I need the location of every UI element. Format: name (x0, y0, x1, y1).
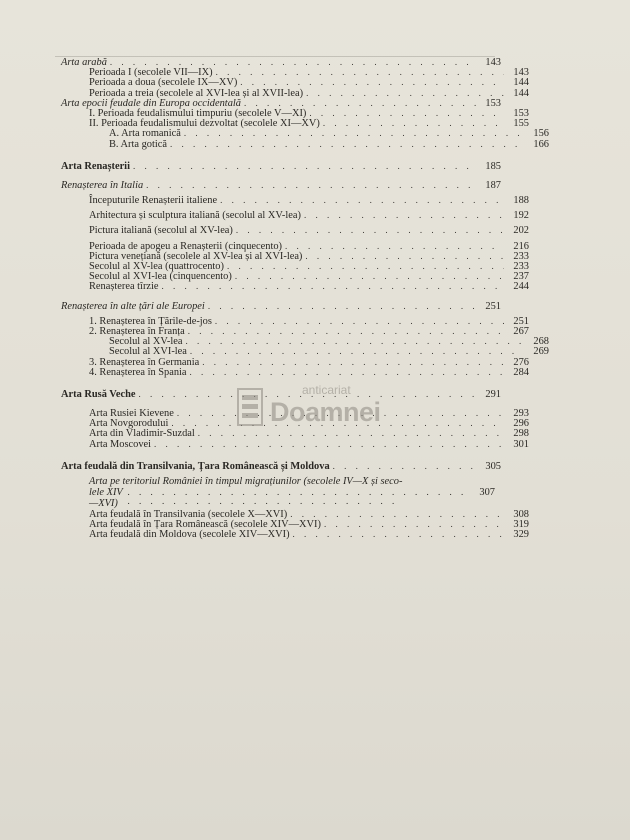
toc-entry-page: 192 (513, 210, 529, 222)
toc-entry-moscovei (55, 440, 529, 450)
toc-entry-title: A. Arta romanică (109, 128, 181, 140)
leader-dots (128, 488, 477, 507)
toc-entry-page: 291 (485, 388, 501, 400)
leader-dots (324, 520, 504, 529)
leader-dots (323, 119, 504, 128)
leader-dots (304, 211, 504, 220)
leader-dots (240, 78, 504, 87)
toc-entry-title: Secolul al XVI-lea (109, 346, 187, 358)
toc-entry-title: Începuturile Renașterii italiene (89, 195, 218, 207)
toc-entry-page: 144 (513, 87, 529, 99)
toc-entry-page: 185 (485, 160, 501, 172)
toc-entry-page: 251 (513, 315, 529, 327)
leader-dots (216, 68, 504, 77)
toc-entry-title: 2. Renașterea în Franța (89, 325, 185, 337)
leader-dots (110, 58, 476, 67)
leader-dots (220, 196, 504, 205)
leader-dots (154, 440, 504, 449)
toc-entry-title: Arta Moscovei (89, 438, 152, 450)
toc-entry-title: Arta Novgorodului (89, 418, 169, 430)
toc-entry-title: II. Perioada feudalismului dezvoltat (secolele XI—XV) (89, 118, 320, 130)
toc-entry-title: Renașterea în alte țări ale Europei (61, 300, 205, 312)
toc-entry-page: 237 (513, 271, 529, 283)
leader-dots (215, 317, 504, 326)
watermark (236, 377, 406, 435)
toc-entry-page: 308 (513, 508, 529, 520)
toc-entry-page: 284 (513, 366, 529, 378)
book-stack-icon (236, 385, 266, 429)
toc-entry-arhitectura-sculptura (55, 211, 529, 221)
toc-entry-page: 298 (513, 428, 529, 440)
leader-dots (170, 140, 524, 149)
toc-entry-title: Arta Rusă Veche (61, 388, 136, 400)
toc-entry-title: Secolul al XV-lea (109, 336, 183, 348)
toc-entry-renasterea-tirzie (55, 282, 529, 292)
toc-entry-title: Arta feudală în Transilvania (secolele X—XVI) (89, 508, 288, 520)
leader-dots (236, 226, 504, 235)
toc-entry-page: 188 (513, 195, 529, 207)
toc-entry-title: Arta arabă (61, 57, 107, 68)
toc-entry-page: 244 (513, 281, 529, 293)
toc-entry-franta-xvi (55, 347, 549, 357)
toc-entry-feudala-moldova (55, 530, 529, 540)
leader-dots (146, 181, 476, 190)
leader-dots (202, 358, 504, 367)
toc-entry-pictura-italiana (55, 226, 529, 236)
toc-entry-page: 268 (533, 336, 549, 348)
leader-dots (306, 89, 504, 98)
leader-dots (188, 327, 504, 336)
toc-entry-arta-feudala-ro (55, 462, 501, 472)
toc-entry-title-cont: lele XIV—XVI) (89, 486, 123, 509)
toc-entry-page: 233 (513, 261, 529, 272)
toc-entry-title: Pictura venețiană (secolele al XV-lea și al XVI-lea) (89, 250, 303, 262)
toc-entry-title: I. Perioada feudalismului timpuriu (secolele V—XI) (89, 107, 307, 119)
leader-dots (305, 252, 504, 261)
toc-entry-page: 156 (533, 128, 549, 140)
leader-dots (285, 242, 504, 251)
watermark-big-text: Doamnei (270, 397, 381, 427)
toc-entry-renasterea-alte-tari (55, 302, 501, 312)
toc-entry-page: 319 (513, 518, 529, 530)
toc-entry-title: Secolul al XV-lea (quattrocento) (89, 261, 224, 272)
leader-dots (244, 99, 476, 108)
toc-entry-arta-renasterii (55, 162, 501, 172)
toc-entry-title: Arhitectura și sculptura italiană (secolul al XV-lea) (89, 210, 301, 222)
toc-entry-title: Arta epocii feudale din Europa occidentală (61, 97, 241, 109)
toc-entry-page: 216 (513, 240, 529, 252)
toc-entry-page: 307 (479, 486, 495, 498)
toc-entry-title: Arta Renașterii (61, 160, 130, 172)
toc-entry-title: 4. Renașterea în Spania (89, 366, 187, 378)
top-rule (55, 56, 495, 57)
toc-entry-page: 233 (513, 250, 529, 262)
toc-entry-page: 293 (513, 408, 529, 420)
toc-entry-inceputurile (55, 196, 529, 206)
toc-entry-title: 1. Renașterea în Țările-de-jos (89, 315, 212, 327)
watermark-small-text: anticariat (302, 383, 351, 397)
toc-spacer (55, 150, 495, 162)
toc-entry-page: 202 (513, 225, 529, 237)
toc-entry-page: 143 (513, 67, 529, 79)
toc-entry-arta-gotica (55, 140, 549, 150)
toc-entry-renasterea-italia (55, 181, 501, 191)
table-of-contents (55, 57, 549, 541)
toc-entry-page: 153 (513, 107, 529, 119)
leader-dots (162, 282, 504, 291)
toc-entry-page: 305 (485, 460, 501, 472)
toc-entry-title: Renașterea tîrzie (89, 281, 159, 293)
leader-dots (227, 262, 504, 271)
toc-entry-title: B. Arta gotică (109, 138, 168, 150)
toc-entry-title: 3. Renașterea în Germania (89, 356, 200, 368)
leader-dots (190, 368, 504, 377)
toc-entry-title: Arta feudală în Țara Românească (secolele XIV—XVI) (89, 518, 321, 530)
toc-entry-title: Arta Rusiei Kievene (89, 408, 174, 420)
toc-entry-page: 329 (513, 529, 529, 541)
toc-spacer (55, 450, 495, 462)
toc-entry-migratiilor (55, 477, 495, 510)
leader-dots (309, 109, 504, 118)
toc-entry-title: Arta feudală din Transilvania, Țara Românească și Moldova (61, 460, 330, 472)
leader-dots (293, 530, 504, 539)
leader-dots (333, 462, 476, 471)
leader-dots (184, 129, 524, 138)
toc-entry-title: Arta feudală din Moldova (secolele XIV—XVI) (89, 529, 290, 541)
toc-entry-title: Perioada de apogeu a Renașterii (cinquecento) (89, 240, 283, 252)
toc-entry-title: Perioada I (secolele VII—IX) (89, 67, 213, 79)
leader-dots (290, 510, 504, 519)
toc-entry-page: 166 (533, 138, 549, 150)
toc-entry-page: 267 (513, 325, 529, 337)
toc-entry-title: Arta pe teritoriul României în timpul migrațiunilor (secolele IV—X și seco- (89, 476, 403, 487)
toc-entry-page: 269 (533, 346, 549, 358)
toc-entry-page: 276 (513, 356, 529, 368)
toc-entry-page: 144 (513, 77, 529, 89)
leader-dots (208, 302, 476, 311)
toc-entry-title: Secolul al XVI-lea (cinquencento) (89, 271, 232, 283)
leader-dots (186, 337, 525, 346)
leader-dots (190, 347, 524, 356)
toc-entry-page: 143 (485, 57, 501, 68)
toc-entry-page: 187 (485, 179, 501, 191)
toc-entry-page: 296 (513, 418, 529, 430)
toc-entry-title: Perioada a doua (secolele IX—XV) (89, 77, 238, 89)
leader-dots (235, 272, 504, 281)
toc-entry-arta-romanica (55, 129, 549, 139)
toc-entry-page: 155 (513, 118, 529, 130)
toc-entry-page: 251 (485, 300, 501, 312)
toc-entry-title: Perioada a treia (secolele al XVI-lea și al XVII-lea) (89, 87, 304, 99)
toc-entry-title: Pictura italiană (secolul al XV-lea) (89, 225, 233, 237)
toc-entry-title: Renașterea în Italia (61, 179, 144, 191)
toc-entry-title: Arta din Vladimir-Suzdal (89, 428, 195, 440)
toc-entry-page: 153 (485, 97, 501, 109)
toc-entry-page: 301 (513, 438, 529, 450)
leader-dots (133, 162, 476, 171)
